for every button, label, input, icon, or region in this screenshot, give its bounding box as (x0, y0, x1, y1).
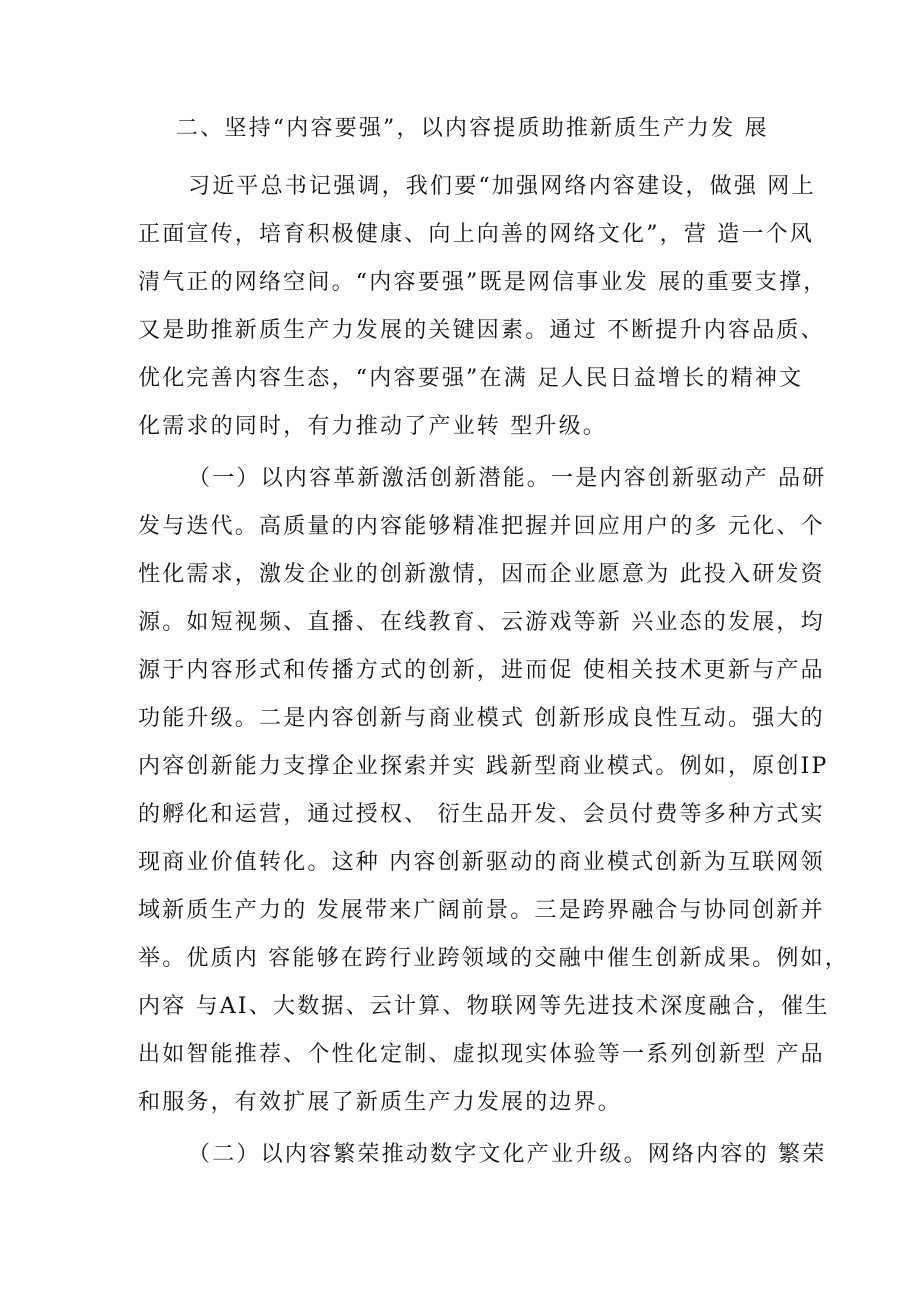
paragraph-line: 正面宣传，培育积极健康、向上向善的网络文化”，营 造一个风 (138, 222, 815, 247)
paragraph-line: 的孵化和运营，通过授权、 衍生品开发、会员付费等多种方式实 (138, 802, 825, 827)
paragraph-line: 现商业价值转化。这种 内容创新驱动的商业模式创新为互联网领 (138, 850, 825, 875)
paragraph-line: 源。如短视频、直播、在线教育、云游戏等新 兴业态的发展，均 (138, 610, 825, 635)
paragraph-line: 习近平总书记强调，我们要“加强网络内容建设，做强 网上 (188, 174, 816, 199)
paragraph-line: 优化完善内容生态，“内容要强”在满 足人民日益增长的精神文 (138, 366, 804, 391)
paragraph-line: 化需求的同时，有力推动了产业转 型升级。 (138, 414, 607, 439)
paragraph-line: （二）以内容繁荣推动数字文化产业升级。网络内容的 繁荣 (188, 1142, 827, 1167)
paragraph-line: 清气正的网络空间。“内容要强”既是网信事业发 展的重要支撑， (138, 270, 828, 295)
paragraph-line: 出如智能推荐、个性化定制、虚拟现实体验等一系列创新型 产品 (138, 1042, 825, 1067)
section-heading: 二、坚持“内容要强”，以内容提质助推新质生产力发 展 (176, 116, 769, 141)
paragraph-line: （一）以内容革新激活创新潜能。一是内容创新驱动产 品研 (188, 466, 827, 491)
paragraph-line: 性化需求，激发企业的创新激情，因而企业愿意为 此投入研发资 (138, 562, 825, 587)
paragraph-line: 内容创新能力支撑企业探索并实 践新型商业模式。例如，原创IP (138, 754, 829, 779)
paragraph-line: 又是助推新质生产力发展的关键因素。通过 不断提升内容品质、 (138, 318, 825, 343)
paragraph-line: 源于内容形式和传播方式的创新，进而促 使相关技术更新与产品 (138, 658, 825, 683)
paragraph-line: 功能升级。二是内容创新与商业模式 创新形成良性互动。强大的 (138, 706, 825, 731)
paragraph-line: 内容 与AI、大数据、云计算、物联网等先进技术深度融合，催生 (138, 994, 830, 1019)
paragraph-line: 举。优质内 容能够在跨行业跨领域的交融中催生创新成果。例如， (138, 946, 849, 971)
paragraph-line: 发与迭代。高质量的内容能够精准把握并回应用户的多 元化、个 (138, 514, 825, 539)
paragraph-line: 域新质生产力的 发展带来广阔前景。三是跨界融合与协同创新并 (138, 898, 825, 923)
paragraph-line: 和服务，有效扩展了新质生产力发展的边界。 (138, 1090, 623, 1115)
